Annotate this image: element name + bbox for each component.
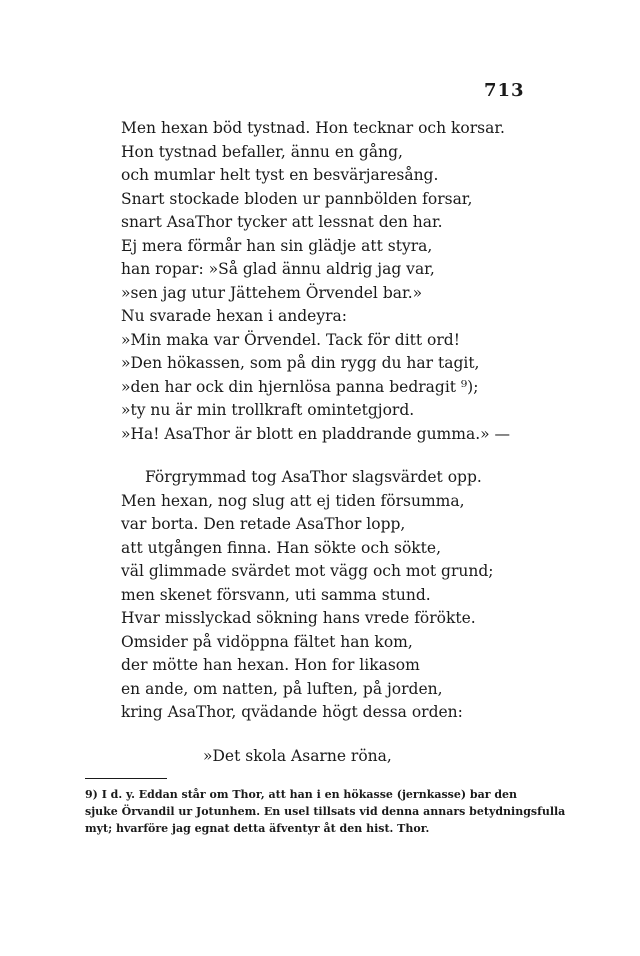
verse-line: der mötte han hexan. Hon for likasom	[121, 656, 420, 674]
quote-line: »Det skola Asarne röna,	[203, 747, 392, 765]
verse-line: »Min maka var Örvendel. Tack för ditt ord!	[121, 330, 460, 349]
verse-line: »den har ock din hjernlösa panna bedragit ⁹);	[121, 377, 479, 396]
verse-line: snart AsaThor tycker att lessnat den har.	[121, 213, 443, 231]
verse-line: Men hexan böd tystnad. Hon tecknar och korsar.	[121, 119, 505, 137]
verse-line: Omsider på vidöppna fältet han kom,	[121, 632, 413, 651]
verse-line: »Den hökassen, som på din rygg du har tagit,	[121, 354, 480, 372]
verse-line: att utgången finna. Han sökte och sökte,	[121, 538, 441, 557]
footnote-divider	[85, 778, 167, 779]
verse-line: »sen jag utur Jättehem Örvendel bar.»	[121, 283, 423, 302]
verse-line: men skenet försvann, uti samma stund.	[121, 585, 431, 604]
verse-line: och mumlar helt tyst en besvärjaresång.	[121, 166, 439, 184]
verse-line: kring AsaThor, qvädande högt dessa orden:	[121, 703, 463, 721]
verse-line: »ty nu är min trollkraft omintetgjord.	[121, 401, 415, 419]
verse-line: Nu svarade hexan i andeyra:	[121, 307, 347, 325]
verse-line: en ande, om natten, på luften, på jorden,	[121, 679, 443, 698]
verse-line: Förgrymmad tog AsaThor slagsvärdet opp.	[145, 468, 482, 486]
verse-line: var borta. Den retade AsaThor lopp,	[121, 515, 406, 533]
verse-line: väl glimmade svärdet mot vägg och mot grund;	[121, 562, 494, 580]
verse-line: »Ha! AsaThor är blott en pladdrande gumma.» —	[121, 424, 511, 443]
stanza-1	[121, 117, 510, 446]
footnote	[85, 786, 566, 837]
verse-line: Men hexan, nog slug att ej tiden försumma,	[121, 491, 465, 510]
verse-line: Snart stockade bloden ur pannbölden forsar,	[121, 189, 473, 208]
page-number: 713	[484, 80, 525, 101]
verse-line: Ej mera förmår han sin glädje att styra,	[121, 236, 433, 255]
verse-line: Hvar misslyckad sökning hans vrede förökte.	[121, 609, 476, 627]
verse-line: han ropar: »Så glad ännu aldrig jag var,	[121, 260, 435, 278]
verse-line: Hon tystnad befaller, ännu en gång,	[121, 142, 403, 161]
footnote-line: myt; hvarföre jag egnat detta äfventyr åt den hist. Thor.	[85, 822, 430, 835]
footnote-line: sjuke Örvandil ur Jotunhem. En usel tillsats vid denna annars betydningsfulla	[85, 805, 566, 818]
footnote-line: 9) I d. y. Eddan står om Thor, att han i en hökasse (jernkasse) bar den	[85, 788, 518, 801]
stanza-2	[121, 466, 494, 725]
